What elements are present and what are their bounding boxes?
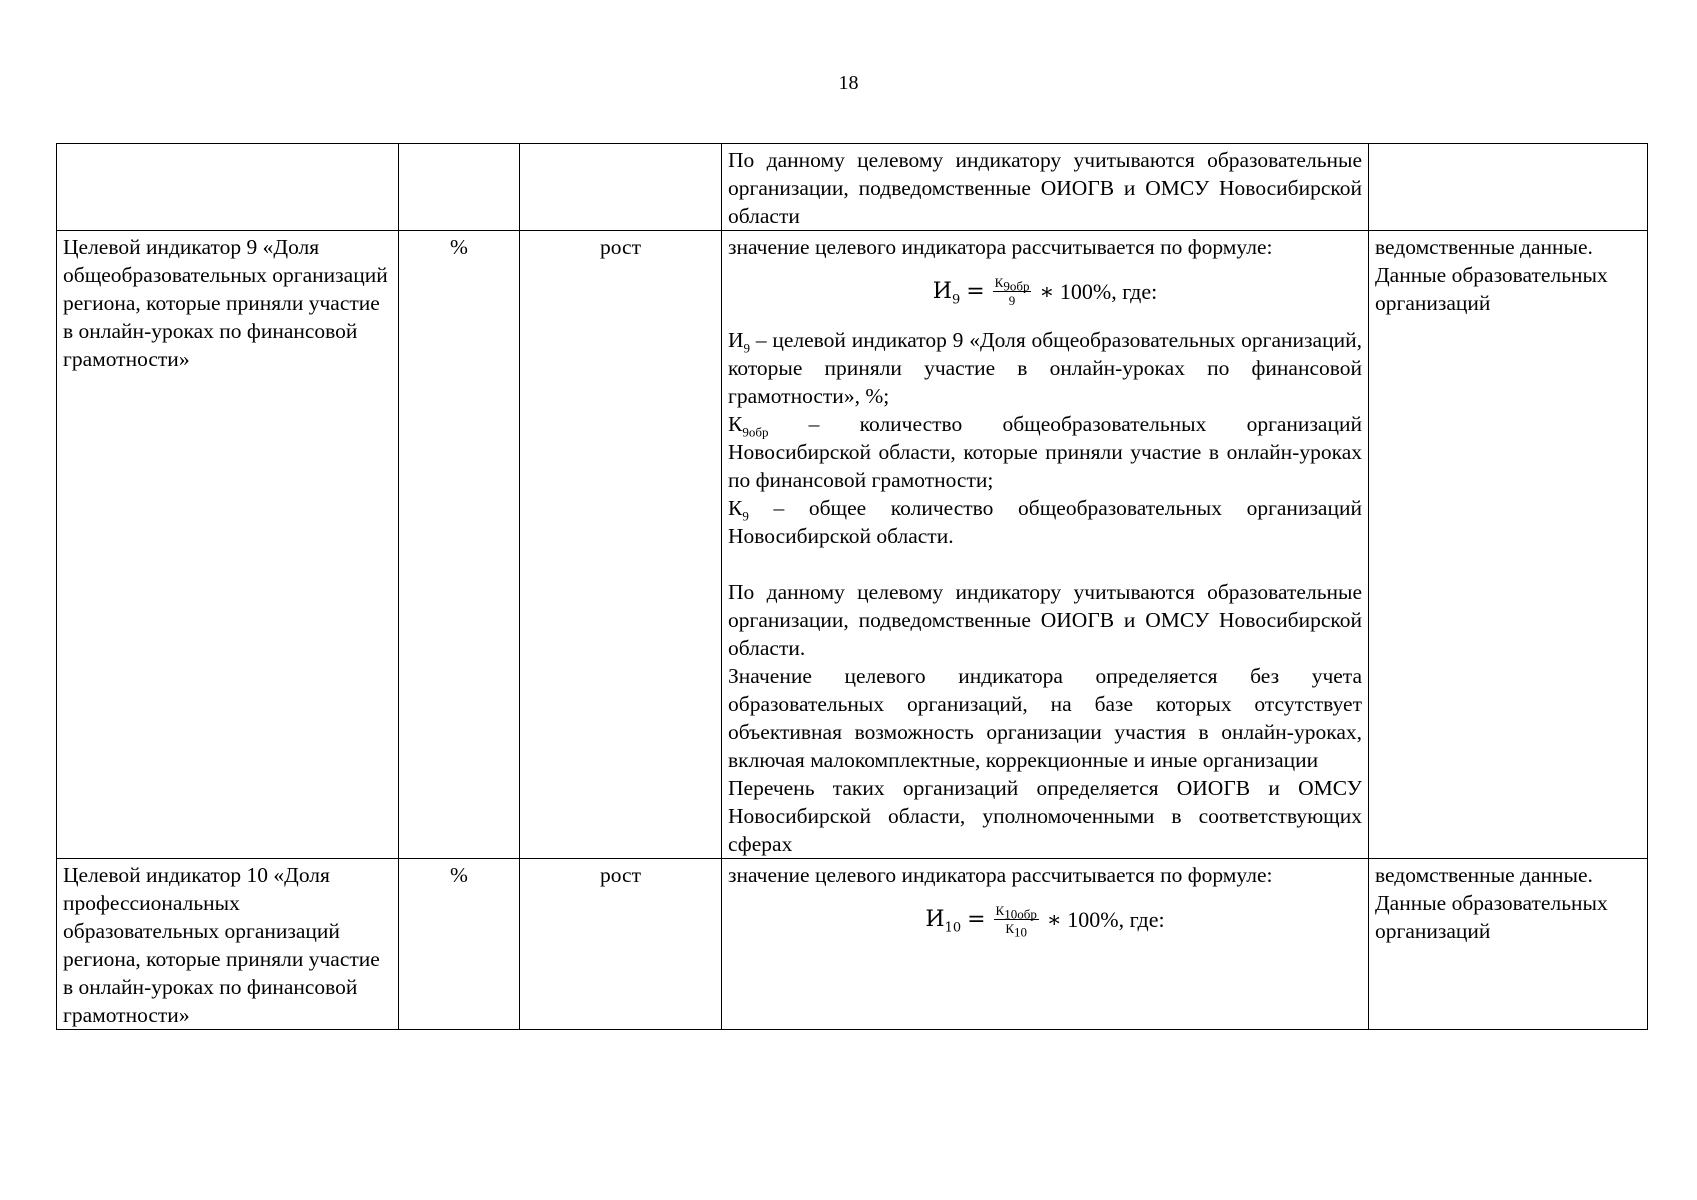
- indicator-name-cell: [57, 144, 399, 231]
- definition-item: $К_9$ – общее количество общеобразовательных организаций Новосибирской области.: [728, 496, 1362, 548]
- indicators-table: [56, 143, 1648, 1030]
- method-cell: [722, 859, 1369, 1030]
- method-cell: [722, 144, 1369, 231]
- unit-cell: %: [399, 859, 520, 1030]
- formula-tail: ∗ 100%, где:: [1039, 278, 1158, 304]
- table-row: [57, 231, 1648, 859]
- formula-fraction: [993, 275, 1032, 308]
- page-number: 18: [838, 72, 859, 94]
- unit-cell: %: [399, 231, 520, 859]
- table-row: [57, 859, 1648, 1030]
- formula-lhs: $И_{10}$: [925, 906, 962, 935]
- source-cell: ведомственные данные. Данные образовательных организаций: [1369, 859, 1648, 1030]
- source-cell: [1369, 144, 1648, 231]
- trend-cell: рост: [520, 231, 722, 859]
- indicator-name-cell: Целевой индикатор 10 «Доля профессиональных образовательных организаций региона, которые приняли участие в онлайн-уроках по финансовой грамотности»: [57, 859, 399, 1030]
- formula-lhs: $И_9$: [932, 278, 961, 307]
- table-row: [57, 144, 1648, 231]
- definition-item: $И_9$ – целевой индикатор 9 «Доля общеобразовательных организаций, которые приняли участие в онлайн-уроках по финансовой грамотности», %;: [728, 328, 1362, 408]
- definition-item: $К_{9обр}$ – количество общеобразовательных организаций Новосибирской области, которые приняли участие в онлайн-уроках по финансовой грамотности;: [728, 412, 1362, 492]
- formula-tail: ∗ 100%, где:: [1046, 906, 1165, 932]
- fraction-denominator: $К_{10}$: [1005, 921, 1028, 940]
- formula-fraction: [994, 903, 1039, 940]
- fraction-numerator: $К_{9обр}$: [994, 275, 1030, 294]
- method-cell: [722, 231, 1369, 859]
- fraction-numerator: $К_{10обр}$: [995, 903, 1037, 922]
- formula: [728, 903, 1362, 940]
- fraction-denominator: 9: [1008, 293, 1016, 308]
- formula: [728, 275, 1362, 308]
- method-note: Значение целевого индикатора определяется без учета образовательных организаций, на базе которых отсутствует объективная возможность организации участия в онлайн-уроках, включая малокомплектные, коррекционные и иные организации: [728, 664, 1362, 772]
- method-intro: значение целевого индикатора рассчитывается по формуле:: [728, 863, 1273, 887]
- method-note: Перечень таких организаций определяется ОИОГВ и ОМСУ Новосибирской области, уполномоченными в соответствующих сферах: [728, 776, 1362, 856]
- method-intro: значение целевого индикатора рассчитывается по формуле:: [728, 235, 1273, 259]
- method-note: По данному целевому индикатору учитываются образовательные организации, подведомственные ОИОГВ и ОМСУ Новосибирской области: [728, 148, 1362, 228]
- trend-cell: [520, 144, 722, 231]
- equals-sign: =: [967, 906, 986, 932]
- equals-sign: =: [966, 278, 985, 304]
- method-note: По данному целевому индикатору учитываются образовательные организации, подведомственные ОИОГВ и ОМСУ Новосибирской области.: [728, 580, 1362, 660]
- trend-cell: рост: [520, 859, 722, 1030]
- unit-cell: [399, 144, 520, 231]
- indicator-name-cell: Целевой индикатор 9 «Доля общеобразовательных организаций региона, которые приняли участие в онлайн-уроках по финансовой грамотности»: [57, 231, 399, 859]
- source-cell: ведомственные данные. Данные образовательных организаций: [1369, 231, 1648, 859]
